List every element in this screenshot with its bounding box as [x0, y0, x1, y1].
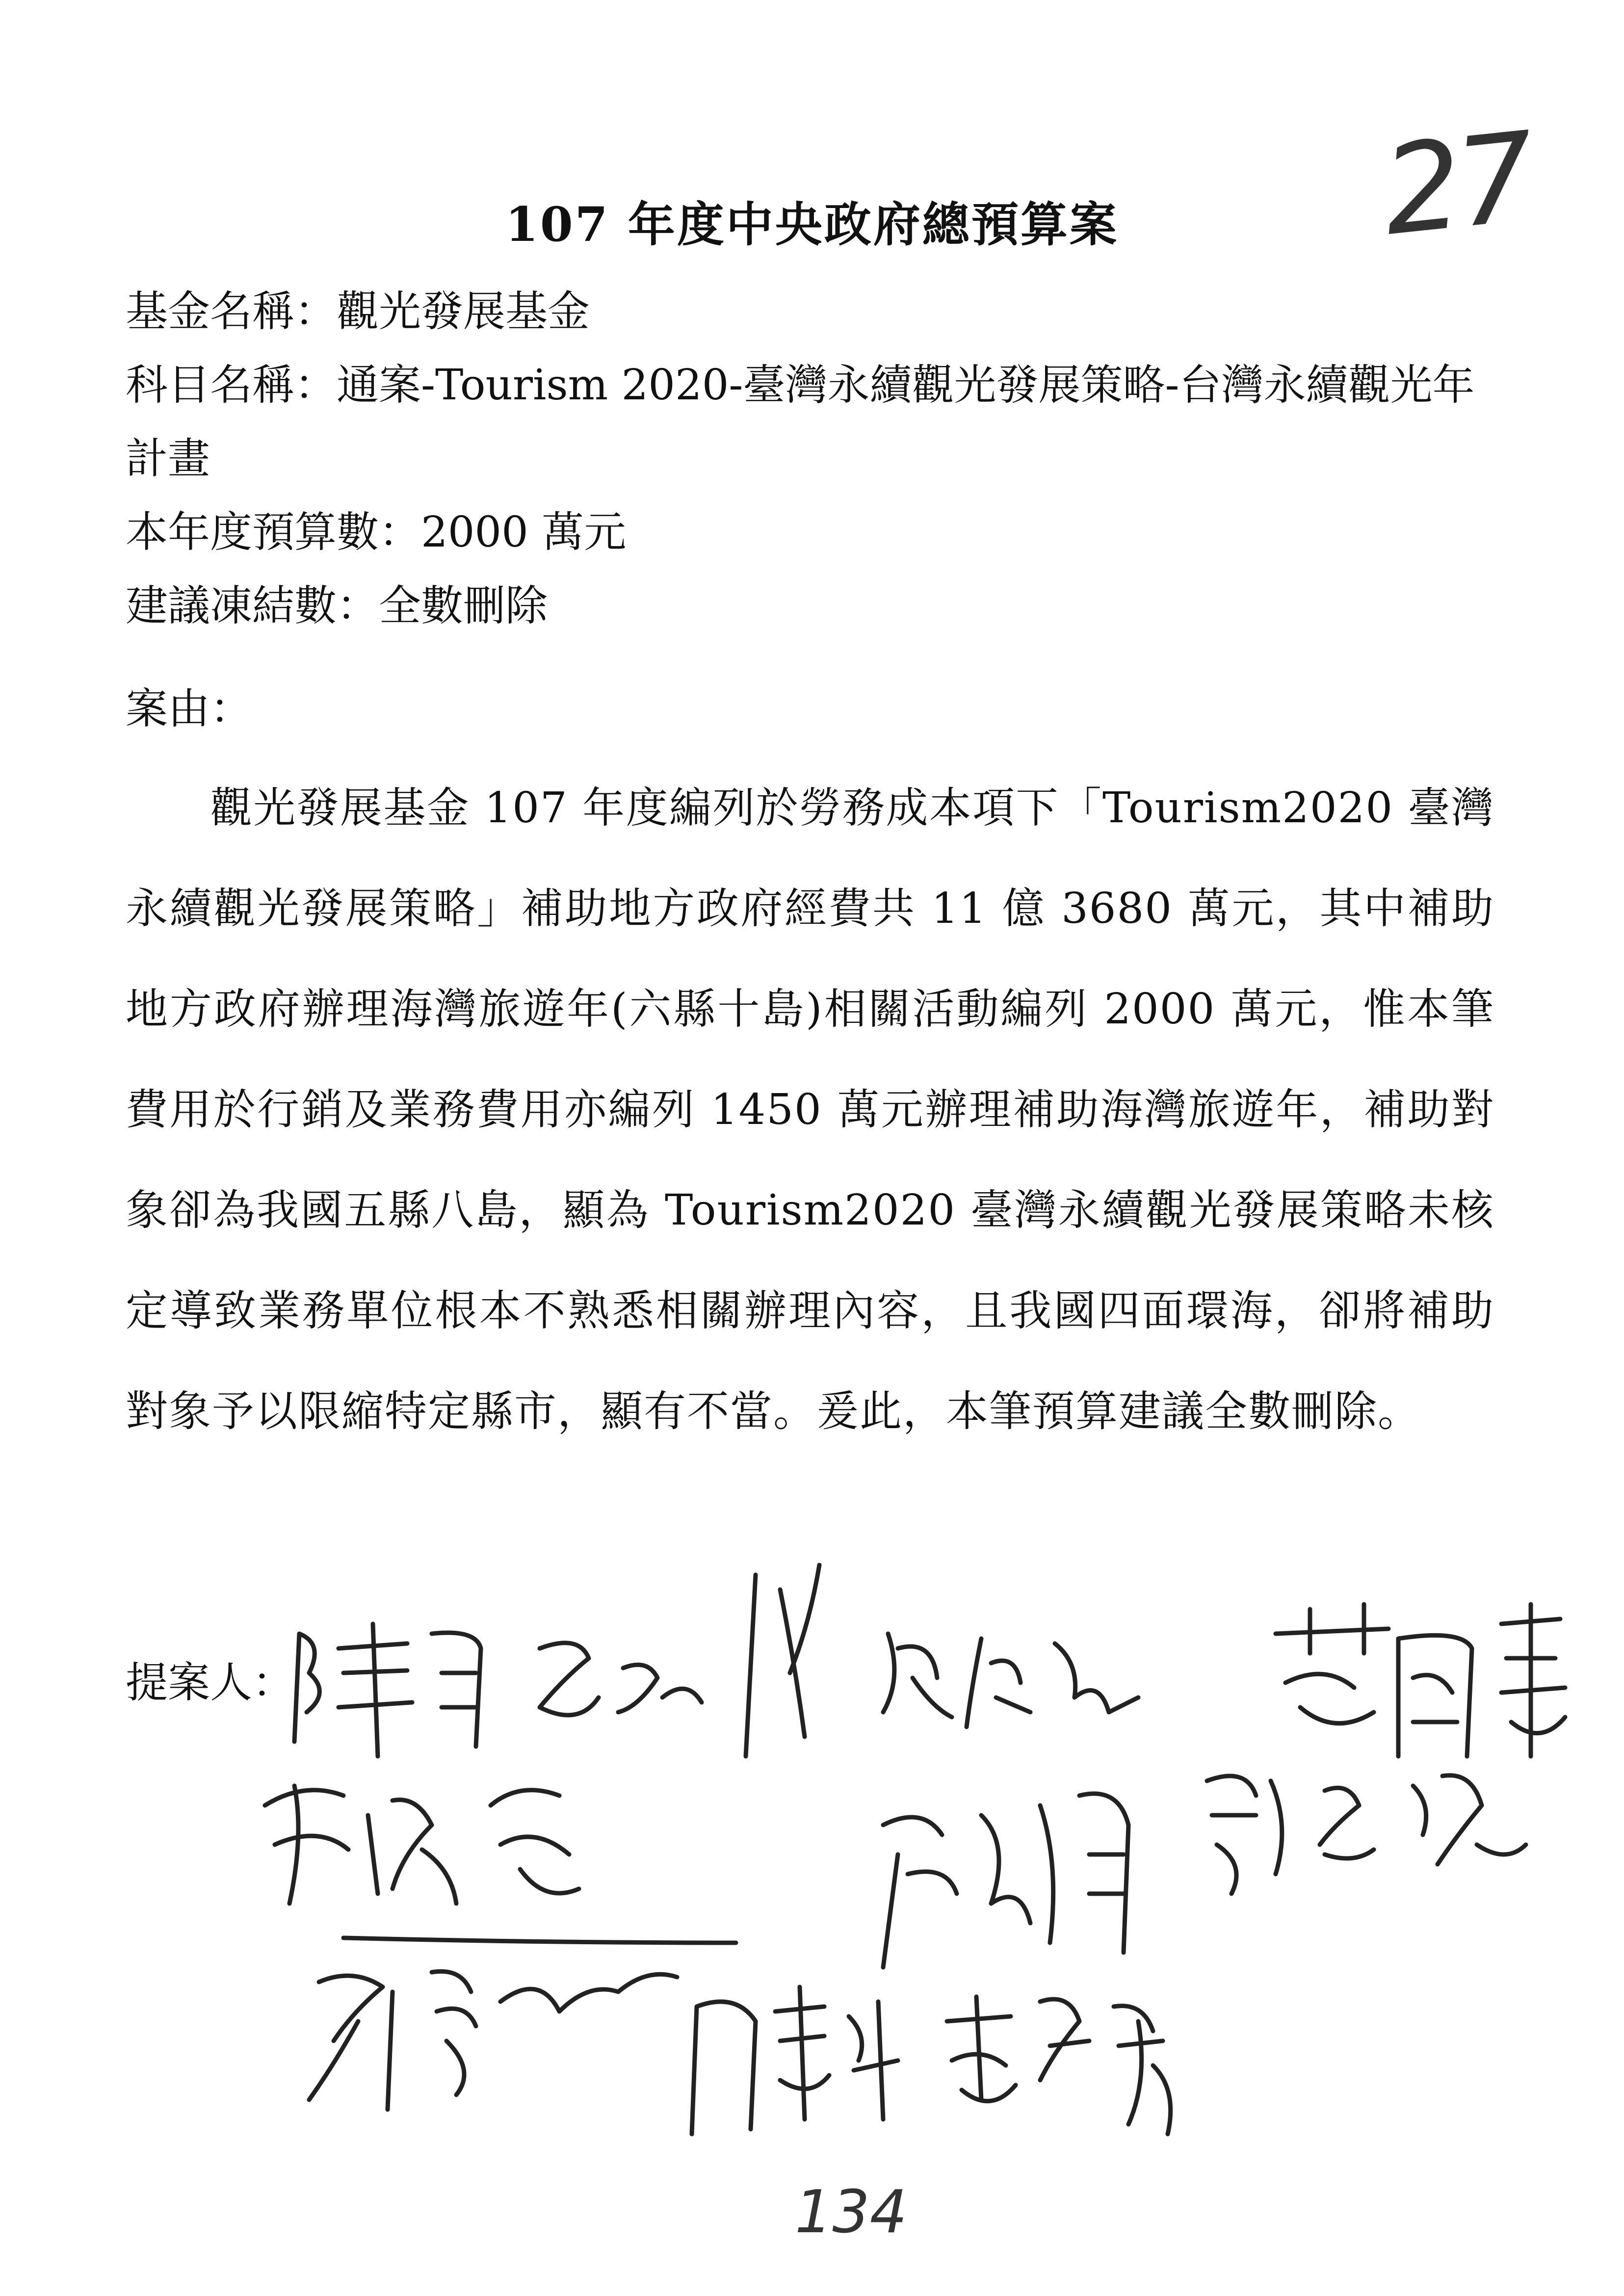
reason-text: 觀光發展基金 107 年度編列於勞務成本項下「Tourism2020 臺灣永續觀光發展策略」補助地方政府經費共 11 億 3680 萬元，其中補助地方政府辦理海灣旅遊年(六縣十島)相關活動編列 2000 萬元，惟本筆費用於行銷及業務費用亦編列 1450 萬元辦理補助海灣旅遊年，補助對象卻為我國五縣八島，顯為 Tourism2020 臺灣永續觀光發展策略未核定導致業務單位根本不熟悉相關辦理內容，且我國四面環海，卻將補助對象予以限縮特定縣市，顯有不當。爰此，本筆預算建議全數刪除。 — [126, 783, 1494, 1436]
budget-amount: 本年度預算數：2000 萬元 — [126, 508, 627, 557]
reason-label: 案由： — [126, 684, 252, 733]
handwritten-number: 27 — [1376, 105, 1537, 263]
signature-4 — [1276, 1604, 1565, 1756]
signature-6 — [883, 1794, 1128, 1967]
item-name: 科目名稱：通案-Tourism 2020-臺灣永續觀光發展策略-台灣永續觀光年計畫 — [126, 361, 1475, 483]
freeze-amount: 建議凍結數：全數刪除 — [126, 581, 548, 630]
signature-3 — [883, 1634, 1138, 1727]
signature-2 — [540, 1565, 819, 1756]
page-number: 134 — [795, 2178, 908, 2246]
fund-name: 基金名稱：觀光發展基金 — [126, 287, 590, 336]
signatures-area — [245, 1550, 1570, 2139]
signature-8 — [309, 1971, 677, 2110]
signature-9 — [692, 1987, 898, 2134]
signature-7 — [1207, 1775, 1526, 1894]
signature-1 — [294, 1624, 481, 1756]
page-title: 107 年度中央政府總預算案 — [505, 197, 1119, 252]
meta-block — [126, 275, 1499, 643]
signature-5 — [265, 1786, 736, 1943]
proposer-label: 提案人： — [126, 1658, 294, 1707]
signature-10 — [947, 1997, 1171, 2134]
